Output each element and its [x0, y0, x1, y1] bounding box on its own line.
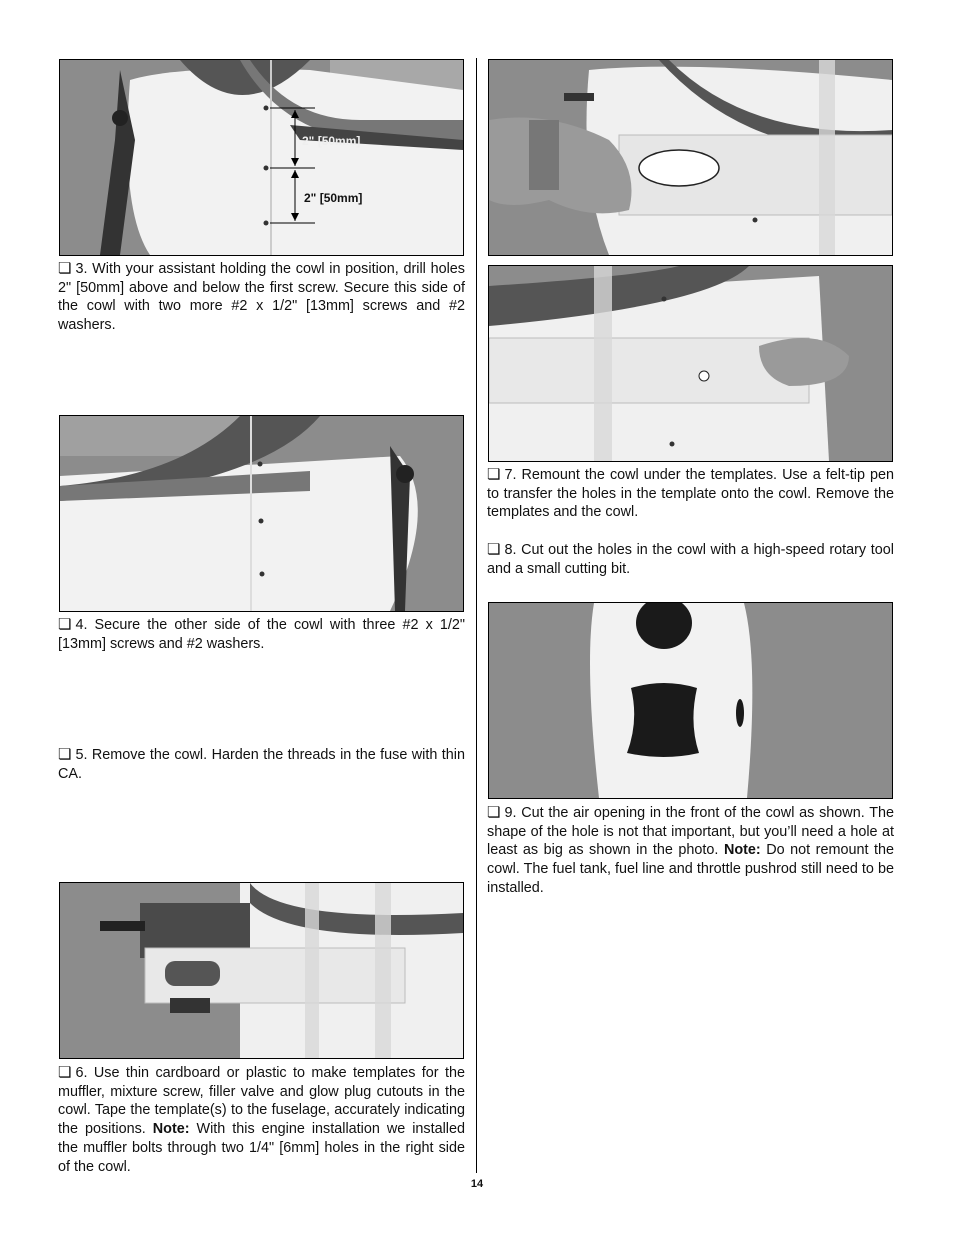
step-6-note-label: Note: [152, 1121, 190, 1138]
step-5-text: 5. Remove the cowl. Harden the threads in the fuse with thin CA. [58, 747, 465, 782]
photo-cowl-screw-spacing [59, 59, 464, 256]
checkbox-icon[interactable]: ❏ [487, 541, 501, 558]
photo-marking-holes-art [489, 60, 892, 255]
step-8 [487, 541, 894, 578]
photo-template-hole-art [489, 266, 892, 461]
step-7-text: 7. Remount the cowl under the templates. Use a felt-tip pen to transfer the holes in the template onto the cowl. Remove the templates and the cowl. [487, 467, 894, 521]
upper-dimension-label: 2" [50mm] [302, 134, 361, 148]
photo-cowl-other-side [59, 415, 464, 612]
step-4 [58, 616, 465, 653]
photo-cowl-air-opening [488, 602, 893, 799]
checkbox-icon[interactable]: ❏ [58, 746, 72, 763]
lower-dimension-label: 2" [50mm] [304, 191, 363, 205]
checkbox-icon[interactable]: ❏ [58, 260, 72, 277]
step-6 [58, 1064, 465, 1176]
step-9-text-b: Do not remount the cowl. The fuel tank, fuel line and throttle pushrod still need to be installed. [487, 842, 894, 896]
step-9 [487, 804, 894, 898]
checkbox-icon[interactable]: ❏ [487, 804, 501, 821]
photo-cowl-screw-spacing-art [60, 60, 463, 255]
step-3-text: 3. With your assistant holding the cowl in position, drill holes 2" [50mm] above and below the first screw. Secure this side of the cowl with two more #2 x 1/2" [13mm] screws and #2 washers. [58, 261, 465, 334]
step-9-text-a: 9. Cut the air opening in the front of the cowl as shown. The shape of the hole is not that important, but you’ll need a hole at least as big as shown in the photo. [487, 805, 894, 859]
step-9-note-label: Note: [723, 842, 761, 859]
step-3 [58, 260, 465, 335]
step-8-text: 8. Cut out the holes in the cowl with a high-speed rotary tool and a small cutting bit. [487, 542, 894, 577]
checkbox-icon[interactable]: ❏ [487, 466, 501, 483]
photo-cowl-air-opening-art [489, 603, 892, 798]
photo-cowl-other-side-art [60, 416, 463, 611]
photo-templates-taped-art [60, 883, 463, 1058]
photo-templates-taped [59, 882, 464, 1059]
step-5 [58, 746, 465, 783]
photo-marking-holes [488, 59, 893, 256]
page-number: 14 [470, 1178, 484, 1190]
step-6-text-b: With this engine installation we installed the muffler bolts through two 1/4" [6mm] holes in the right side of the cowl. [58, 1121, 465, 1175]
step-7 [487, 466, 894, 522]
step-6-text-a: 6. Use thin cardboard or plastic to make templates for the muffler, mixture screw, filler valve and glow plug cutouts in the cowl. Tape the template(s) to the fuselage, accurately indicating the positions. [58, 1065, 465, 1138]
step-4-text: 4. Secure the other side of the cowl with three #2 x 1/2" [13mm] screws and #2 washers. [58, 617, 465, 652]
checkbox-icon[interactable]: ❏ [58, 616, 72, 633]
photo-template-hole [488, 265, 893, 462]
column-divider [476, 58, 477, 1173]
checkbox-icon[interactable]: ❏ [58, 1064, 72, 1081]
